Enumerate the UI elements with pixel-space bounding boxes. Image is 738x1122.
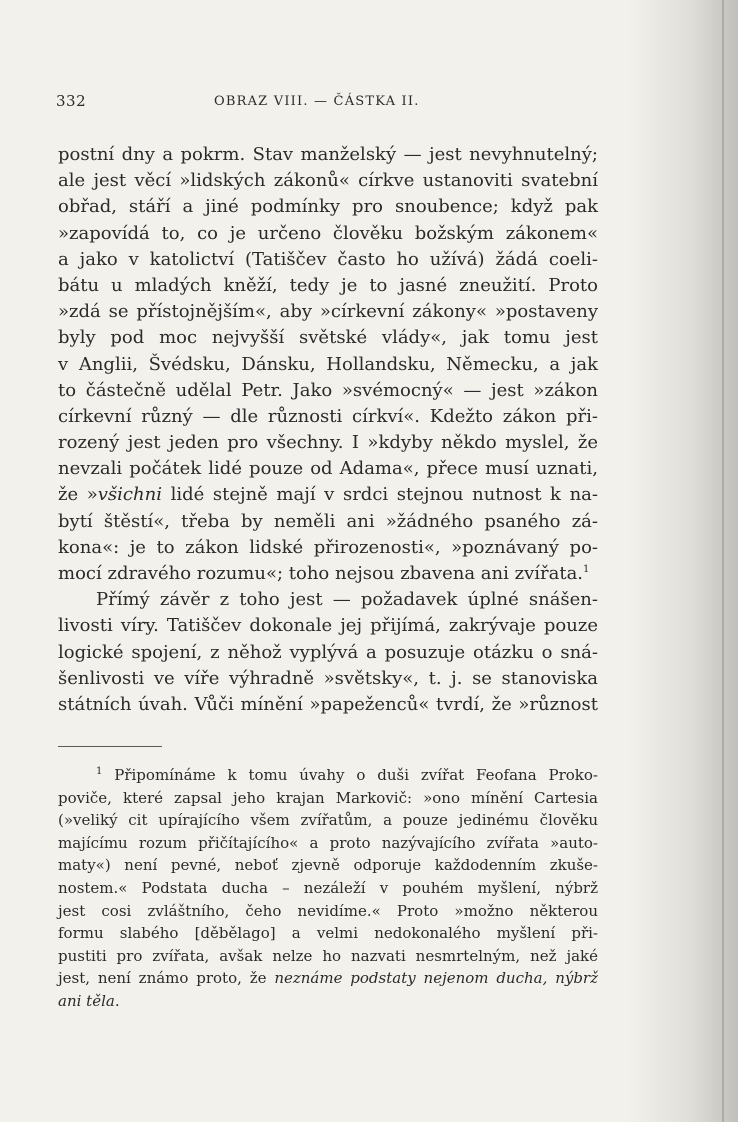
footnote-ref: 1	[583, 564, 590, 575]
body-text	[58, 142, 598, 718]
footnote-divider	[58, 746, 162, 747]
text-line: státních úvah. Vůči mínění »papeženců« tvrdí, že »různost	[58, 693, 598, 715]
footnote-line: formu slabého [děbělago] a velmi nedokonalého myšlení při-	[58, 924, 598, 943]
text-line: byly pod moc nejvyšší světské vlády«, jak tomu jest	[58, 327, 598, 349]
footnote-line: nostem.« Podstata ducha – nezáleží v pouhém myšlení, nýbrž	[58, 878, 598, 897]
emphasis-vsichni: všichni	[97, 484, 162, 506]
text-line: livosti víry. Tatiščev dokonale jej přijímá, zakrývaje pouze	[58, 615, 598, 637]
text-line: církevní různý — dle různosti církví«. Kdežto zákon při-	[58, 405, 598, 427]
text-line: postní dny a pokrm. Stav manželský — jest nevyhnutelný;	[58, 144, 598, 165]
text-segment: .	[114, 991, 120, 1010]
text-line	[58, 482, 598, 508]
running-head: OBRAZ VIII. — ČÁSTKA II.	[214, 94, 420, 109]
text-segment: jest, není známo proto, že	[58, 969, 275, 988]
footnote-line: jest cosi zvláštního, čeho nevidíme.« Proto »možno některou	[58, 901, 598, 920]
text-line: bátu u mladých kněží, tedy je to jasné zneužití. Proto	[58, 274, 598, 296]
page-number: 332	[56, 92, 87, 110]
text-line: v Anglii, Švédsku, Dánsku, Hollandsku, Německu, a jak	[58, 353, 598, 375]
text-segment: Připomínáme k tomu úvahy o duši zvířat Feofana Proko-	[114, 766, 598, 784]
text-line: kona«: je to zákon lidské přirozenosti«, »poznávaný po-	[58, 536, 598, 558]
text-line: obřad, stáří a jiné podmínky pro snoubence; když pak	[58, 196, 598, 218]
footnote-line: majícímu rozum přičítajícího« a proto nazývajícího zvířata »auto-	[58, 833, 598, 852]
footnote-line: poviče, které zapsal jeho krajan Markovič: »ono mínění Cartesia	[58, 788, 598, 807]
footnote-line	[58, 990, 598, 1013]
emphasis-text: neznáme podstaty nejenom ducha, nýbrž	[274, 969, 599, 988]
footnote-line	[58, 764, 598, 787]
footnote	[58, 764, 598, 1013]
page-header	[56, 92, 616, 116]
footnote-line: maty«) není pevné, neboť zjevně odporuje každodenním zkuše-	[58, 856, 598, 875]
text-line: logické spojení, z něhož vyplývá a posuzuje otázku o sná-	[58, 641, 598, 663]
footnote-line	[58, 967, 598, 990]
text-segment: lidé stejně mají v srdci stejnou nutnost k na-	[161, 484, 598, 506]
footnote-line: (»veliký cit upírajícího všem zvířatům, a pouze jedinému člověku	[58, 811, 598, 830]
text-line: ale jest věcí »lidských zákonů« církve ustanoviti svatební	[58, 170, 598, 192]
text-line: rozený jest jeden pro všechny. I »kdyby někdo myslel, že	[58, 432, 598, 454]
text-line: a jako v katolictví (Tatiščev často ho užívá) žádá coeli-	[58, 248, 598, 270]
page-edge	[722, 0, 724, 1122]
text-line	[58, 561, 598, 587]
footnote-line: pustiti pro zvířata, avšak nelze ho nazvati nesmrtelným, než jaké	[58, 946, 598, 965]
text-segment: že »	[58, 484, 98, 506]
text-line: šenlivosti ve víře výhradně »světsky«, t. j. se stanoviska	[58, 667, 598, 689]
text-line: Přímý závěr z toho jest — požadavek úplné snášen-	[96, 589, 598, 611]
text-line: bytí štěstí«, třeba by neměli ani »žádného psaného zá-	[58, 510, 598, 532]
text-segment: mocí zdravého rozumu«; toho nejsou zbavena ani zvířata.	[58, 563, 584, 584]
text-line: nevzali počátek lidé pouze od Adama«, přece musí uznati,	[58, 458, 598, 480]
text-line: to částečně udělal Petr. Jako »svémocný« — jest »zákon	[58, 379, 598, 401]
text-line: »zapovídá to, co je určeno člověku božským zákonem«	[58, 222, 598, 244]
text-line: »zdá se přístojnějším«, aby »církevní zákony« »postaveny	[58, 301, 598, 323]
emphasis-text: ani těla	[58, 991, 115, 1010]
footnote-marker: 1	[96, 766, 103, 777]
